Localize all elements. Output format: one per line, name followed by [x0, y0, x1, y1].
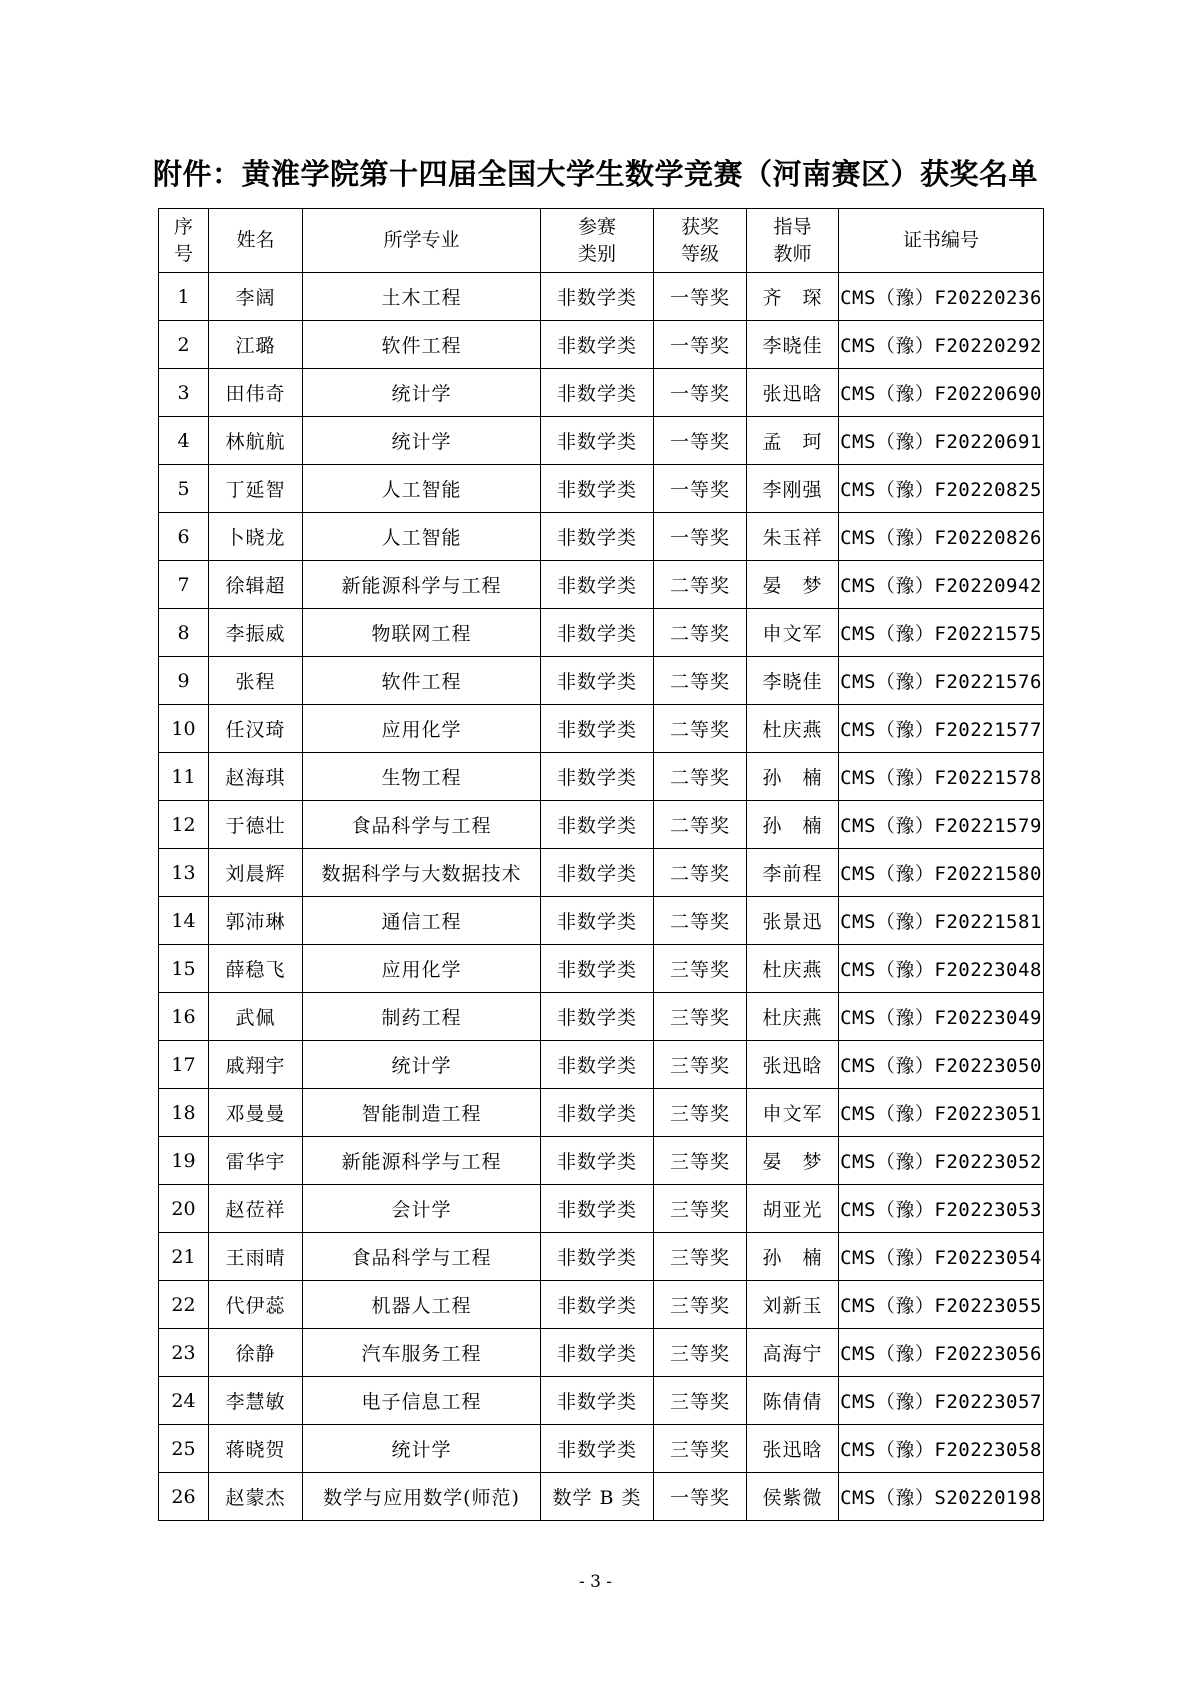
- cell-level: 三等奖: [654, 1425, 747, 1473]
- cell-advisor: 刘新玉: [747, 1281, 839, 1329]
- cell-cert: CMS（豫）F20221577: [839, 705, 1044, 753]
- cell-seq: 14: [159, 897, 209, 945]
- cell-seq: 3: [159, 369, 209, 417]
- cell-major: 会计学: [303, 1185, 541, 1233]
- cell-cert: CMS（豫）F20223051: [839, 1089, 1044, 1137]
- cell-seq: 10: [159, 705, 209, 753]
- cell-category: 非数学类: [541, 1377, 654, 1425]
- cell-cert: CMS（豫）F20223049: [839, 993, 1044, 1041]
- cell-major: 应用化学: [303, 705, 541, 753]
- cell-advisor: 张迅晗: [747, 1041, 839, 1089]
- cell-advisor: 李晓佳: [747, 321, 839, 369]
- cell-major: 食品科学与工程: [303, 801, 541, 849]
- table-row: [159, 321, 1044, 369]
- cell-seq: 15: [159, 945, 209, 993]
- cell-seq: 22: [159, 1281, 209, 1329]
- table-row: [159, 1089, 1044, 1137]
- cell-category: 非数学类: [541, 1041, 654, 1089]
- cell-level: 一等奖: [654, 417, 747, 465]
- cell-cert: CMS（豫）F20220691: [839, 417, 1044, 465]
- cell-cert: CMS（豫）F20223056: [839, 1329, 1044, 1377]
- cell-category: 非数学类: [541, 609, 654, 657]
- cell-cert: CMS（豫）F20223050: [839, 1041, 1044, 1089]
- cell-level: 三等奖: [654, 993, 747, 1041]
- awards-table: [158, 208, 1044, 1521]
- table-row: [159, 417, 1044, 465]
- cell-name: 田伟奇: [209, 369, 303, 417]
- table-header-row: [159, 209, 1044, 273]
- cell-seq: 17: [159, 1041, 209, 1089]
- cell-major: 软件工程: [303, 657, 541, 705]
- cell-category: 非数学类: [541, 273, 654, 321]
- cell-level: 三等奖: [654, 945, 747, 993]
- cell-advisor: 朱玉祥: [747, 513, 839, 561]
- cell-cert: CMS（豫）F20223055: [839, 1281, 1044, 1329]
- cell-advisor: 张迅晗: [747, 369, 839, 417]
- cell-seq: 12: [159, 801, 209, 849]
- header-category: 参赛 类别: [541, 209, 654, 273]
- page-number: - 3 -: [578, 1572, 613, 1592]
- cell-seq: 19: [159, 1137, 209, 1185]
- header-name: 姓名: [209, 209, 303, 273]
- table-row: [159, 609, 1044, 657]
- cell-name: 徐静: [209, 1329, 303, 1377]
- cell-seq: 20: [159, 1185, 209, 1233]
- cell-name: 武佩: [209, 993, 303, 1041]
- cell-category: 非数学类: [541, 993, 654, 1041]
- cell-advisor: 申文军: [747, 609, 839, 657]
- table-row: [159, 1281, 1044, 1329]
- cell-cert: CMS（豫）F20220236: [839, 273, 1044, 321]
- cell-level: 二等奖: [654, 849, 747, 897]
- cell-major: 统计学: [303, 1041, 541, 1089]
- cell-level: 二等奖: [654, 753, 747, 801]
- cell-name: 赵蒙杰: [209, 1473, 303, 1521]
- cell-seq: 21: [159, 1233, 209, 1281]
- cell-name: 任汉琦: [209, 705, 303, 753]
- cell-name: 徐辑超: [209, 561, 303, 609]
- cell-cert: CMS（豫）F20221576: [839, 657, 1044, 705]
- cell-name: 代伊蕊: [209, 1281, 303, 1329]
- cell-seq: 26: [159, 1473, 209, 1521]
- cell-major: 通信工程: [303, 897, 541, 945]
- cell-seq: 8: [159, 609, 209, 657]
- cell-category: 非数学类: [541, 657, 654, 705]
- cell-level: 一等奖: [654, 369, 747, 417]
- cell-name: 李慧敏: [209, 1377, 303, 1425]
- cell-name: 于德壮: [209, 801, 303, 849]
- cell-cert: CMS（豫）F20223054: [839, 1233, 1044, 1281]
- cell-advisor: 陈倩倩: [747, 1377, 839, 1425]
- cell-level: 二等奖: [654, 801, 747, 849]
- cell-level: 一等奖: [654, 513, 747, 561]
- cell-cert: CMS（豫）S20220198: [839, 1473, 1044, 1521]
- cell-advisor: 晏 梦: [747, 1137, 839, 1185]
- cell-seq: 6: [159, 513, 209, 561]
- cell-cert: CMS（豫）F20223048: [839, 945, 1044, 993]
- cell-category: 非数学类: [541, 801, 654, 849]
- cell-name: 戚翔宇: [209, 1041, 303, 1089]
- table-row: [159, 897, 1044, 945]
- cell-level: 三等奖: [654, 1377, 747, 1425]
- cell-level: 三等奖: [654, 1089, 747, 1137]
- cell-category: 非数学类: [541, 1281, 654, 1329]
- header-major: 所学专业: [303, 209, 541, 273]
- cell-category: 非数学类: [541, 897, 654, 945]
- cell-level: 一等奖: [654, 465, 747, 513]
- cell-cert: CMS（豫）F20220942: [839, 561, 1044, 609]
- cell-level: 三等奖: [654, 1041, 747, 1089]
- cell-level: 一等奖: [654, 321, 747, 369]
- header-seq: 序 号: [159, 209, 209, 273]
- cell-advisor: 李前程: [747, 849, 839, 897]
- cell-advisor: 李晓佳: [747, 657, 839, 705]
- cell-category: 非数学类: [541, 1329, 654, 1377]
- cell-major: 应用化学: [303, 945, 541, 993]
- table-row: [159, 1041, 1044, 1089]
- cell-category: 非数学类: [541, 369, 654, 417]
- cell-seq: 2: [159, 321, 209, 369]
- table-row: [159, 657, 1044, 705]
- table-row: [159, 753, 1044, 801]
- cell-advisor: 孙 楠: [747, 801, 839, 849]
- cell-major: 新能源科学与工程: [303, 1137, 541, 1185]
- table-row: [159, 1329, 1044, 1377]
- table-row: [159, 1185, 1044, 1233]
- cell-name: 赵海琪: [209, 753, 303, 801]
- cell-level: 三等奖: [654, 1185, 747, 1233]
- cell-major: 统计学: [303, 369, 541, 417]
- cell-name: 张程: [209, 657, 303, 705]
- cell-cert: CMS（豫）F20220826: [839, 513, 1044, 561]
- cell-advisor: 孙 楠: [747, 1233, 839, 1281]
- cell-seq: 25: [159, 1425, 209, 1473]
- cell-seq: 7: [159, 561, 209, 609]
- cell-cert: CMS（豫）F20220690: [839, 369, 1044, 417]
- table-row: [159, 1473, 1044, 1521]
- cell-cert: CMS（豫）F20221575: [839, 609, 1044, 657]
- cell-level: 二等奖: [654, 897, 747, 945]
- cell-category: 非数学类: [541, 945, 654, 993]
- table-row: [159, 513, 1044, 561]
- cell-name: 刘晨辉: [209, 849, 303, 897]
- table-row: [159, 465, 1044, 513]
- cell-cert: CMS（豫）F20223053: [839, 1185, 1044, 1233]
- cell-seq: 16: [159, 993, 209, 1041]
- cell-cert: CMS（豫）F20223058: [839, 1425, 1044, 1473]
- cell-seq: 18: [159, 1089, 209, 1137]
- cell-category: 非数学类: [541, 1233, 654, 1281]
- table-row: [159, 1233, 1044, 1281]
- cell-advisor: 孟 珂: [747, 417, 839, 465]
- header-cert: 证书编号: [839, 209, 1044, 273]
- cell-seq: 1: [159, 273, 209, 321]
- table-row: [159, 705, 1044, 753]
- cell-advisor: 侯紫微: [747, 1473, 839, 1521]
- cell-level: 二等奖: [654, 561, 747, 609]
- cell-advisor: 李刚强: [747, 465, 839, 513]
- cell-seq: 24: [159, 1377, 209, 1425]
- cell-advisor: 杜庆燕: [747, 993, 839, 1041]
- cell-level: 三等奖: [654, 1233, 747, 1281]
- cell-category: 非数学类: [541, 849, 654, 897]
- cell-advisor: 齐 琛: [747, 273, 839, 321]
- cell-major: 人工智能: [303, 513, 541, 561]
- cell-category: 非数学类: [541, 1089, 654, 1137]
- cell-cert: CMS（豫）F20221581: [839, 897, 1044, 945]
- cell-name: 江璐: [209, 321, 303, 369]
- cell-advisor: 杜庆燕: [747, 945, 839, 993]
- cell-seq: 13: [159, 849, 209, 897]
- cell-major: 人工智能: [303, 465, 541, 513]
- cell-major: 物联网工程: [303, 609, 541, 657]
- cell-level: 一等奖: [654, 1473, 747, 1521]
- cell-name: 赵莅祥: [209, 1185, 303, 1233]
- header-advisor: 指导 教师: [747, 209, 839, 273]
- cell-seq: 11: [159, 753, 209, 801]
- cell-advisor: 张迅晗: [747, 1425, 839, 1473]
- header-level: 获奖 等级: [654, 209, 747, 273]
- cell-category: 非数学类: [541, 321, 654, 369]
- cell-major: 汽车服务工程: [303, 1329, 541, 1377]
- cell-name: 王雨晴: [209, 1233, 303, 1281]
- cell-seq: 5: [159, 465, 209, 513]
- cell-advisor: 胡亚光: [747, 1185, 839, 1233]
- cell-seq: 4: [159, 417, 209, 465]
- cell-name: 卜晓龙: [209, 513, 303, 561]
- cell-cert: CMS（豫）F20221580: [839, 849, 1044, 897]
- cell-category: 非数学类: [541, 465, 654, 513]
- cell-advisor: 孙 楠: [747, 753, 839, 801]
- table-row: [159, 561, 1044, 609]
- cell-major: 统计学: [303, 1425, 541, 1473]
- cell-cert: CMS（豫）F20220825: [839, 465, 1044, 513]
- table-row: [159, 1425, 1044, 1473]
- cell-cert: CMS（豫）F20221578: [839, 753, 1044, 801]
- cell-cert: CMS（豫）F20221579: [839, 801, 1044, 849]
- table-row: [159, 1377, 1044, 1425]
- cell-advisor: 高海宁: [747, 1329, 839, 1377]
- cell-name: 雷华宇: [209, 1137, 303, 1185]
- table-row: [159, 1137, 1044, 1185]
- cell-advisor: 晏 梦: [747, 561, 839, 609]
- cell-advisor: 申文军: [747, 1089, 839, 1137]
- table-row: [159, 273, 1044, 321]
- cell-category: 非数学类: [541, 417, 654, 465]
- cell-category: 非数学类: [541, 561, 654, 609]
- cell-major: 新能源科学与工程: [303, 561, 541, 609]
- cell-major: 制药工程: [303, 993, 541, 1041]
- cell-major: 电子信息工程: [303, 1377, 541, 1425]
- cell-level: 三等奖: [654, 1137, 747, 1185]
- cell-major: 生物工程: [303, 753, 541, 801]
- table-row: [159, 801, 1044, 849]
- cell-level: 三等奖: [654, 1281, 747, 1329]
- table-row: [159, 945, 1044, 993]
- page-title: 附件：黄淮学院第十四届全国大学生数学竞赛（河南赛区）获奖名单: [152, 157, 1038, 191]
- cell-major: 土木工程: [303, 273, 541, 321]
- cell-advisor: 杜庆燕: [747, 705, 839, 753]
- cell-cert: CMS（豫）F20223052: [839, 1137, 1044, 1185]
- cell-category: 数学 B 类: [541, 1473, 654, 1521]
- cell-name: 李阔: [209, 273, 303, 321]
- cell-category: 非数学类: [541, 705, 654, 753]
- cell-name: 丁延智: [209, 465, 303, 513]
- table-row: [159, 993, 1044, 1041]
- cell-seq: 23: [159, 1329, 209, 1377]
- cell-name: 薛稳飞: [209, 945, 303, 993]
- cell-major: 统计学: [303, 417, 541, 465]
- cell-category: 非数学类: [541, 1425, 654, 1473]
- cell-cert: CMS（豫）F20223057: [839, 1377, 1044, 1425]
- cell-major: 数据科学与大数据技术: [303, 849, 541, 897]
- table-row: [159, 849, 1044, 897]
- cell-major: 食品科学与工程: [303, 1233, 541, 1281]
- cell-major: 智能制造工程: [303, 1089, 541, 1137]
- cell-seq: 9: [159, 657, 209, 705]
- cell-level: 二等奖: [654, 657, 747, 705]
- cell-name: 李振威: [209, 609, 303, 657]
- cell-level: 二等奖: [654, 705, 747, 753]
- cell-category: 非数学类: [541, 513, 654, 561]
- cell-advisor: 张景迅: [747, 897, 839, 945]
- cell-major: 软件工程: [303, 321, 541, 369]
- cell-major: 机器人工程: [303, 1281, 541, 1329]
- cell-cert: CMS（豫）F20220292: [839, 321, 1044, 369]
- cell-level: 三等奖: [654, 1329, 747, 1377]
- table-row: [159, 369, 1044, 417]
- cell-name: 林航航: [209, 417, 303, 465]
- cell-level: 二等奖: [654, 609, 747, 657]
- cell-major: 数学与应用数学(师范): [303, 1473, 541, 1521]
- cell-category: 非数学类: [541, 1137, 654, 1185]
- cell-name: 蒋晓贺: [209, 1425, 303, 1473]
- cell-name: 郭沛琳: [209, 897, 303, 945]
- cell-category: 非数学类: [541, 753, 654, 801]
- cell-level: 一等奖: [654, 273, 747, 321]
- cell-category: 非数学类: [541, 1185, 654, 1233]
- cell-name: 邓曼曼: [209, 1089, 303, 1137]
